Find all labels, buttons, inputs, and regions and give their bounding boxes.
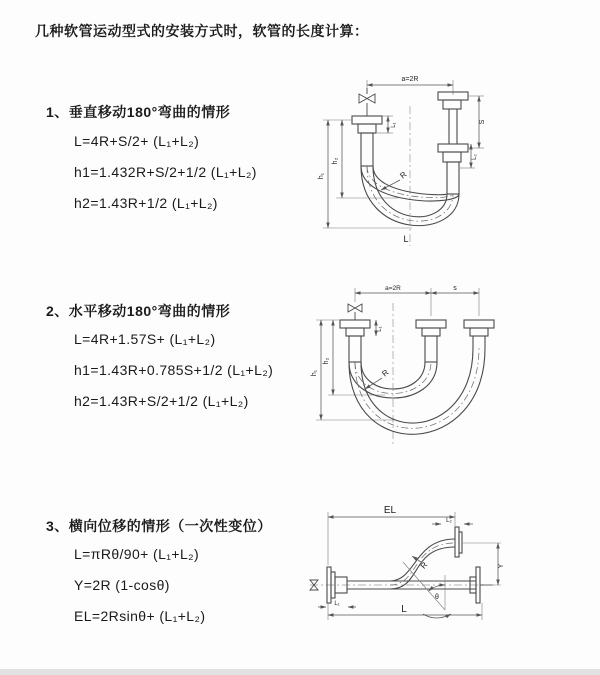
dim-y (463, 543, 505, 585)
hose-u-bend (349, 348, 485, 434)
dim-label-h2: h₂ (332, 157, 339, 165)
section-2-formula-h1: h1=1.43R+0.785S+1/2 (L₁+L₂) (74, 362, 274, 378)
label-theta: θ (435, 594, 439, 601)
dim-label-s: S (479, 119, 486, 125)
dim-l2 (460, 144, 478, 168)
dim-label-a2r: a=2R (401, 76, 419, 83)
label-r: R (418, 560, 430, 571)
dim-label-h2: h₂ (323, 357, 330, 365)
braided-hose-section (425, 336, 437, 362)
dim-l2 (432, 518, 473, 524)
left-flange (352, 116, 382, 166)
diagram-lateral-displacement (298, 495, 598, 650)
scan-edge (0, 669, 600, 675)
dim-label-l1: L₁ (334, 601, 340, 607)
dim-a2r (355, 285, 479, 316)
section-1-formula-h1: h1=1.432R+S/2+1/2 (L₁+L₂) (74, 164, 257, 180)
diagram-vertical-180-bend (310, 68, 600, 263)
section-3-heading: 3、横向位移的情形（一次性变位） (46, 518, 272, 534)
dim-label-h1: h₁ (318, 172, 325, 180)
section-1-formula-l: L=4R+S/2+ (L₁+L₂) (74, 133, 200, 149)
dim-label-el: EL (383, 505, 397, 516)
dim-label-y: Y (498, 563, 505, 569)
dim-label-a2r: a=2R (385, 285, 401, 292)
valve-icon (348, 304, 362, 320)
braided-hose-section (361, 133, 373, 166)
braided-hose-section (447, 162, 459, 194)
valve-icon (359, 88, 375, 116)
radius-callout (381, 170, 409, 190)
section-1-heading: 1、垂直移动180°弯曲的情形 (46, 104, 231, 120)
page-title: 几种软管运动型式的安装方式时，软管的长度计算： (35, 23, 369, 39)
angle-theta (403, 562, 451, 618)
dim-label-l1: L₁ (377, 326, 383, 332)
top-right-flange (455, 527, 462, 557)
dim-label-l2: L₂ (472, 154, 478, 160)
dim-l1 (376, 320, 383, 336)
label-l: L (403, 234, 409, 244)
dim-label-l: L (401, 604, 407, 615)
dim-label-l2: L₂ (446, 518, 452, 524)
section-2-formula-l: L=4R+1.57S+ (L₁+L₂) (74, 331, 216, 347)
diagram-horizontal-180-bend (303, 278, 600, 463)
dim-s (431, 285, 479, 293)
dim-s (468, 96, 486, 148)
section-2-heading: 2、水平移动180°弯曲的情形 (46, 303, 231, 319)
dim-l (328, 603, 482, 620)
section-3-formula-l: L=πRθ/90+ (L₁+L₂) (74, 546, 200, 562)
dim-label-s: s (453, 285, 457, 292)
left-flange (340, 320, 370, 362)
section-1-formula-h2: h2=1.43R+1/2 (L₁+L₂) (74, 195, 218, 211)
right-flanges (438, 92, 468, 194)
section-3-formula-y: Y=2R (1-cosθ) (74, 577, 170, 593)
label-r: R (398, 169, 409, 181)
braided-hose-section (349, 336, 361, 362)
middle-flange (416, 320, 446, 362)
dim-el (328, 505, 455, 565)
label-r: R (380, 367, 391, 379)
section-3-formula-el: EL=2Rsinθ+ (L₁+L₂) (74, 608, 206, 624)
section-2-formula-h2: h2=1.43R+S/2+1/2 (L₁+L₂) (74, 393, 249, 409)
dim-l1 (318, 601, 356, 607)
right-flange-moved (464, 320, 494, 348)
dim-label-l1: L₁ (391, 122, 397, 128)
dim-label-h1: h₁ (311, 369, 318, 377)
